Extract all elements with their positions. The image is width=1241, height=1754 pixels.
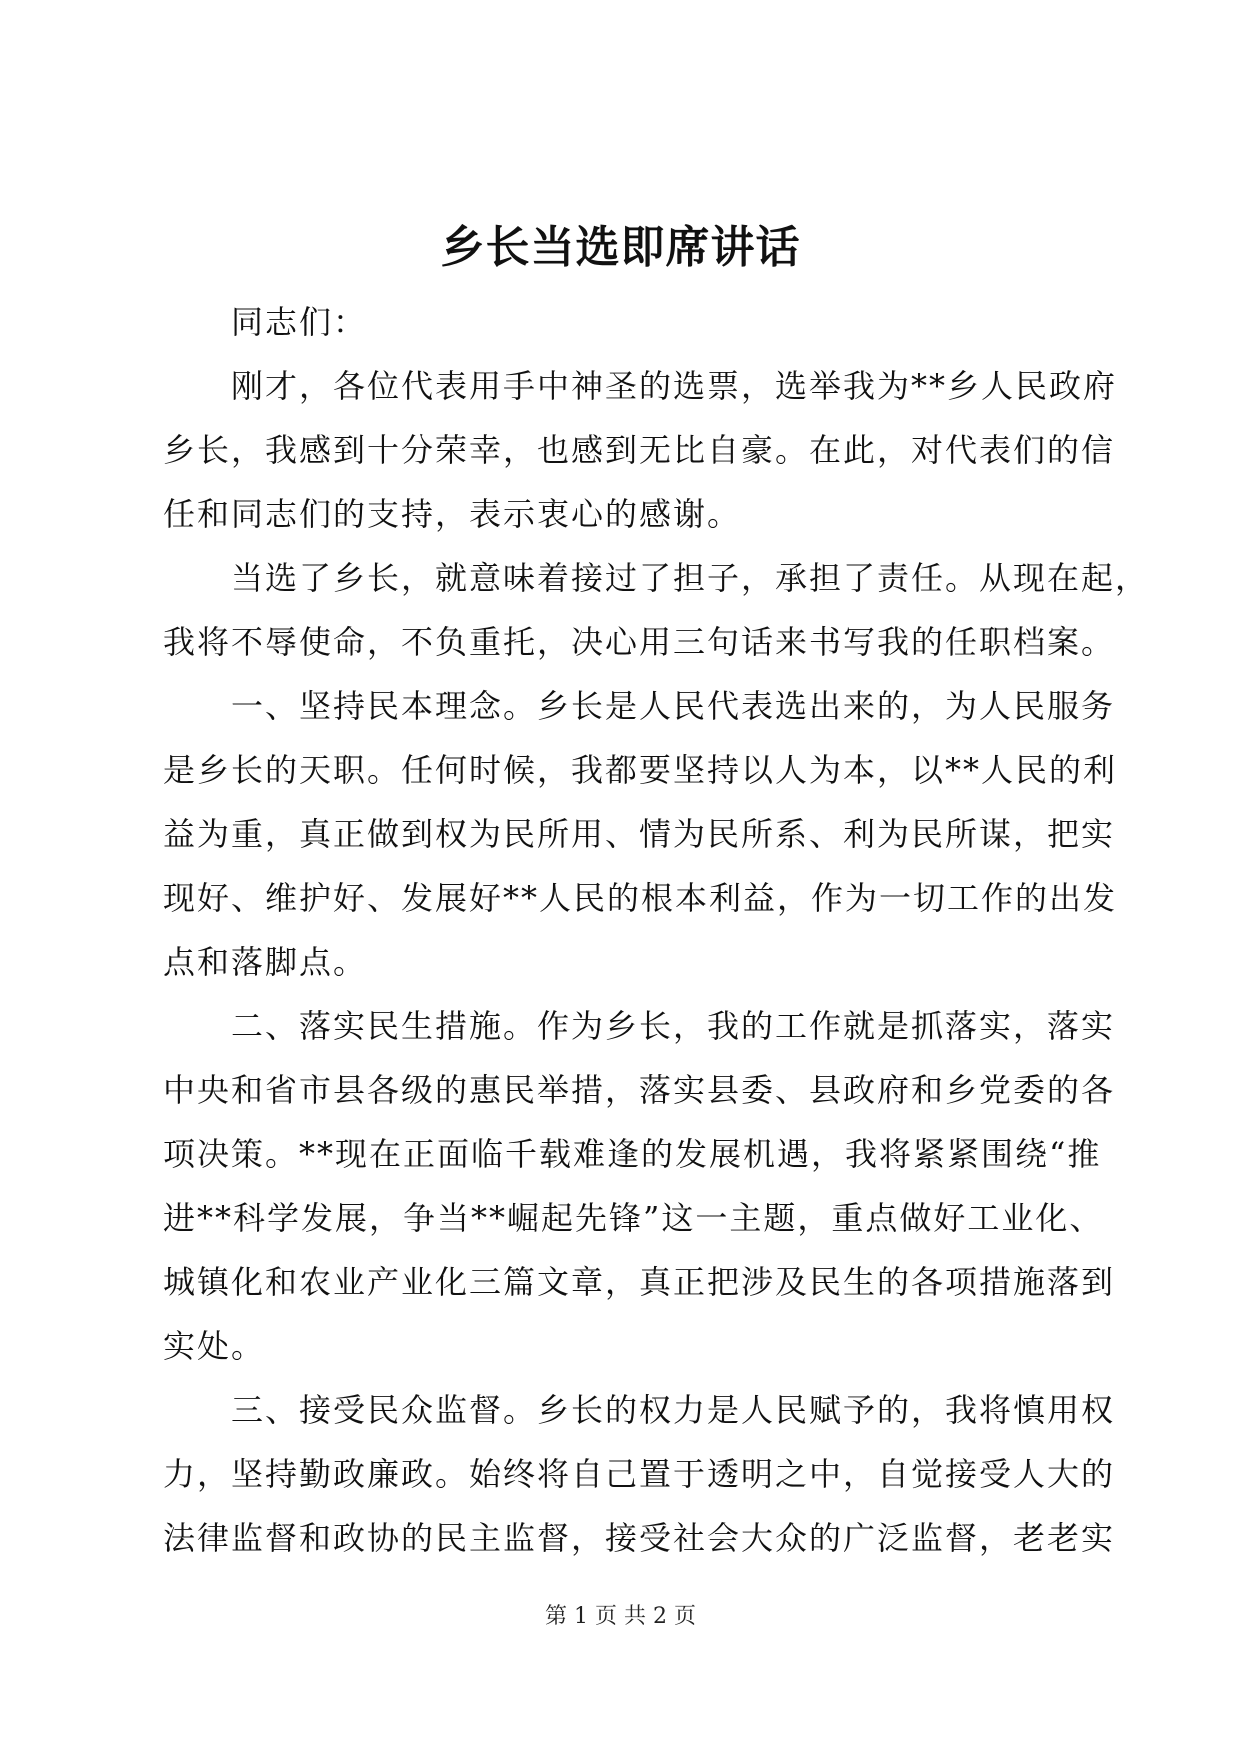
text-line: 现好、维护好、发展好**人民的根本利益，作为一切工作的出发 [163, 879, 1118, 917]
text-line: 任和同志们的支持，表示衷心的感谢。 [163, 495, 742, 533]
document-title: 乡长当选即席讲话 [440, 222, 801, 273]
salutation-paragraph [163, 290, 1083, 354]
text-line: 实处。 [163, 1327, 266, 1365]
page-number-footer: 第 1 页 共 2 页 [545, 1604, 696, 1629]
point-two-paragraph [163, 994, 1116, 1378]
text-line: 是乡长的天职。任何时候，我都要坚持以人为本，以**人民的利 [163, 751, 1118, 789]
text-line: 中央和省市县各级的惠民举措，落实县委、县政府和乡党委的各 [163, 1071, 1116, 1109]
text-line: 我将不辱使命，不负重托，决心用三句话来书写我的任职档案。 [163, 623, 1116, 661]
text-line: 同志们： [231, 303, 368, 341]
text-line: 法律监督和政协的民主监督，接受社会大众的广泛监督，老老实 [163, 1519, 1116, 1557]
text-line: 项决策。**现在正面临千载难逢的发展机遇，我将紧紧围绕“推 [163, 1135, 1102, 1173]
text-line: 益为重，真正做到权为民所用、情为民所系、利为民所谋，把实 [163, 815, 1116, 853]
point-one-paragraph [163, 674, 1118, 994]
body-paragraph [163, 546, 1150, 674]
text-line: 当选了乡长，就意味着接过了担子，承担了责任。从现在起， [231, 559, 1150, 597]
text-line: 刚才，各位代表用手中神圣的选票，选举我为**乡人民政府 [231, 367, 1118, 405]
text-line: 乡长，我感到十分荣幸，也感到无比自豪。在此，对代表们的信 [163, 431, 1116, 469]
text-line: 一、坚持民本理念。乡长是人民代表选出来的，为人民服务 [231, 687, 1116, 725]
text-line: 进**科学发展，争当**崛起先锋”这一主题，重点做好工业化、 [163, 1199, 1104, 1237]
body-paragraph [163, 354, 1118, 546]
text-line: 点和落脚点。 [163, 943, 368, 981]
text-line: 三、接受民众监督。乡长的权力是人民赋予的，我将慎用权 [231, 1391, 1116, 1429]
text-line: 力，坚持勤政廉政。始终将自己置于透明之中，自觉接受人大的 [163, 1455, 1116, 1493]
point-three-paragraph [163, 1378, 1116, 1570]
document-body [163, 290, 1150, 1570]
text-line: 城镇化和农业产业化三篇文章，真正把涉及民生的各项措施落到 [163, 1263, 1116, 1301]
text-line: 二、落实民生措施。作为乡长，我的工作就是抓落实，落实 [231, 1007, 1116, 1045]
